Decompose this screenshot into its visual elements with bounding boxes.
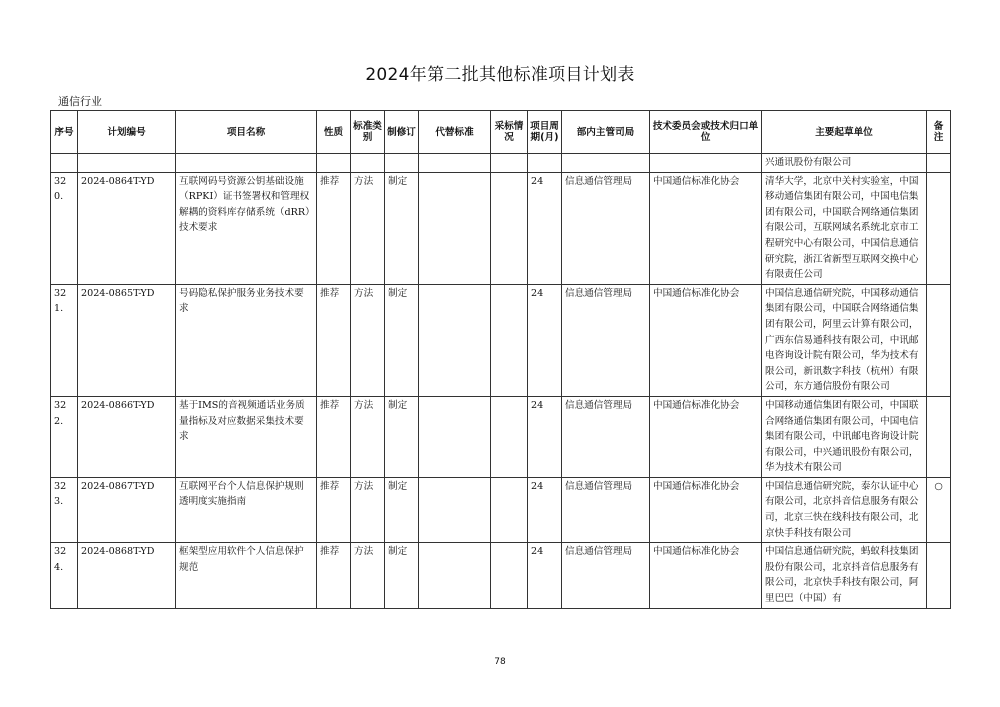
cell-adopt	[491, 396, 528, 477]
cell-nature: 推荐	[317, 396, 351, 477]
cell-project-name: 基于IMS的音视频通话业务质量指标及对应数据采集技术要求	[176, 396, 317, 477]
cell-dept: 信息通信管理局	[562, 284, 650, 396]
cell-remark: ○	[927, 477, 951, 542]
cell-drafters: 中国信息通信研究院，中国移动通信集团有限公司，中国联合网络通信集团有限公司，阿里云计算有限公司，广西东信易通科技有限公司，中讯邮电咨询设计院有限公司，华为技术有限公司，新讯数字科技（杭州）有限公司，东方通信股份有限公司	[762, 284, 927, 396]
cell-replace	[419, 543, 491, 608]
cell-replace	[419, 396, 491, 477]
cell-category: 方法	[351, 284, 385, 396]
project-plan-table	[50, 110, 951, 609]
cell-drafters: 中国移动通信集团有限公司，中国联合网络通信集团有限公司，中国电信集团有限公司，中讯邮电咨询设计院有限公司，中兴通讯股份有限公司，华为技术有限公司	[762, 396, 927, 477]
header-nature: 性质	[317, 111, 351, 154]
cell-nature: 推荐	[317, 477, 351, 542]
cell-plan-id: 2024-0867T-YD	[78, 477, 176, 542]
cell-remark	[927, 396, 951, 477]
cell-adopt	[491, 543, 528, 608]
cell-plan-id: 2024-0868T-YD	[78, 543, 176, 608]
cell-revision: 制定	[385, 172, 419, 284]
table-row	[51, 396, 951, 477]
cell-dept: 信息通信管理局	[562, 396, 650, 477]
cell-committee: 中国通信标准化协会	[650, 477, 762, 542]
cell-revision: 制定	[385, 543, 419, 608]
cell-dept: 信息通信管理局	[562, 477, 650, 542]
cell-project-name: 互联网平台个人信息保护规则透明度实施指南	[176, 477, 317, 542]
cell-remark	[927, 284, 951, 396]
cell-seq: 320.	[51, 172, 78, 284]
cell-replace	[419, 284, 491, 396]
cell-revision: 制定	[385, 477, 419, 542]
cell-project-name: 框架型应用软件个人信息保护规范	[176, 543, 317, 608]
cell-period: 24	[528, 396, 562, 477]
cell-period: 24	[528, 284, 562, 396]
cell-seq: 323.	[51, 477, 78, 542]
header-replace: 代替标准	[419, 111, 491, 154]
header-revision: 制修订	[385, 111, 419, 154]
cell-plan-id: 2024-0866T-YD	[78, 396, 176, 477]
cell-project-name: 号码隐私保护服务业务技术要求	[176, 284, 317, 396]
cell-period: 24	[528, 477, 562, 542]
cell-category: 方法	[351, 477, 385, 542]
header-drafters: 主要起草单位	[762, 111, 927, 154]
cell-adopt	[491, 284, 528, 396]
cell-committee: 中国通信标准化协会	[650, 396, 762, 477]
cell-replace	[419, 477, 491, 542]
header-adopt: 采标情况	[491, 111, 528, 154]
cell-drafters: 中国信息通信研究院，泰尔认证中心有限公司，北京抖音信息服务有限公司，北京三快在线科技有限公司，北京快手科技有限公司	[762, 477, 927, 542]
header-period: 项目周期(月)	[528, 111, 562, 154]
header-committee: 技术委员会或技术归口单位	[650, 111, 762, 154]
header-remark: 备注	[927, 111, 951, 154]
table-header-row	[51, 111, 951, 154]
header-dept: 部内主管司局	[562, 111, 650, 154]
cell-remark	[927, 172, 951, 284]
cell-nature: 推荐	[317, 543, 351, 608]
cell-revision: 制定	[385, 396, 419, 477]
table-row	[51, 543, 951, 608]
cell-committee: 中国通信标准化协会	[650, 172, 762, 284]
cell-dept: 信息通信管理局	[562, 543, 650, 608]
cell-seq: 321.	[51, 284, 78, 396]
cell-nature: 推荐	[317, 172, 351, 284]
table-row	[51, 477, 951, 542]
header-plan-id: 计划编号	[78, 111, 176, 154]
page-title: 2024年第二批其他标准项目计划表	[365, 65, 635, 85]
header-project-name: 项目名称	[176, 111, 317, 154]
cell-seq: 324.	[51, 543, 78, 608]
cell-seq: 322.	[51, 396, 78, 477]
cell-dept: 信息通信管理局	[562, 172, 650, 284]
industry-label: 通信行业	[58, 95, 102, 108]
header-category: 标准类别	[351, 111, 385, 154]
cell-nature: 推荐	[317, 284, 351, 396]
cell-plan-id: 2024-0865T-YD	[78, 284, 176, 396]
cell-plan-id: 2024-0864T-YD	[78, 172, 176, 284]
cell-adopt	[491, 477, 528, 542]
cell-drafters: 兴通讯股份有限公司	[762, 154, 927, 173]
cell-category: 方法	[351, 543, 385, 608]
cell-category: 方法	[351, 172, 385, 284]
table-row	[51, 172, 951, 284]
table-row-continuation	[51, 154, 951, 173]
cell-committee: 中国通信标准化协会	[650, 543, 762, 608]
cell-adopt	[491, 172, 528, 284]
cell-drafters: 清华大学，北京中关村实验室，中国移动通信集团有限公司，中国电信集团有限公司，中国联合网络通信集团有限公司，互联网域名系统北京市工程研究中心有限公司，中国信息通信研究院，浙江省新型互联网交换中心有限责任公司	[762, 172, 927, 284]
cell-period: 24	[528, 172, 562, 284]
table-row	[51, 284, 951, 396]
cell-remark	[927, 543, 951, 608]
cell-revision: 制定	[385, 284, 419, 396]
cell-category: 方法	[351, 396, 385, 477]
cell-drafters: 中国信息通信研究院，蚂蚁科技集团股份有限公司，北京抖音信息服务有限公司，北京快手科技有限公司，阿里巴巴（中国）有	[762, 543, 927, 608]
cell-committee: 中国通信标准化协会	[650, 284, 762, 396]
header-seq: 序号	[51, 111, 78, 154]
cell-period: 24	[528, 543, 562, 608]
page-number: 78	[494, 657, 506, 667]
cell-replace	[419, 172, 491, 284]
cell-project-name: 互联网码号资源公钥基础设施（RPKI）证书签署权和管理权解耦的资料库存储系统（dRR）技术要求	[176, 172, 317, 284]
